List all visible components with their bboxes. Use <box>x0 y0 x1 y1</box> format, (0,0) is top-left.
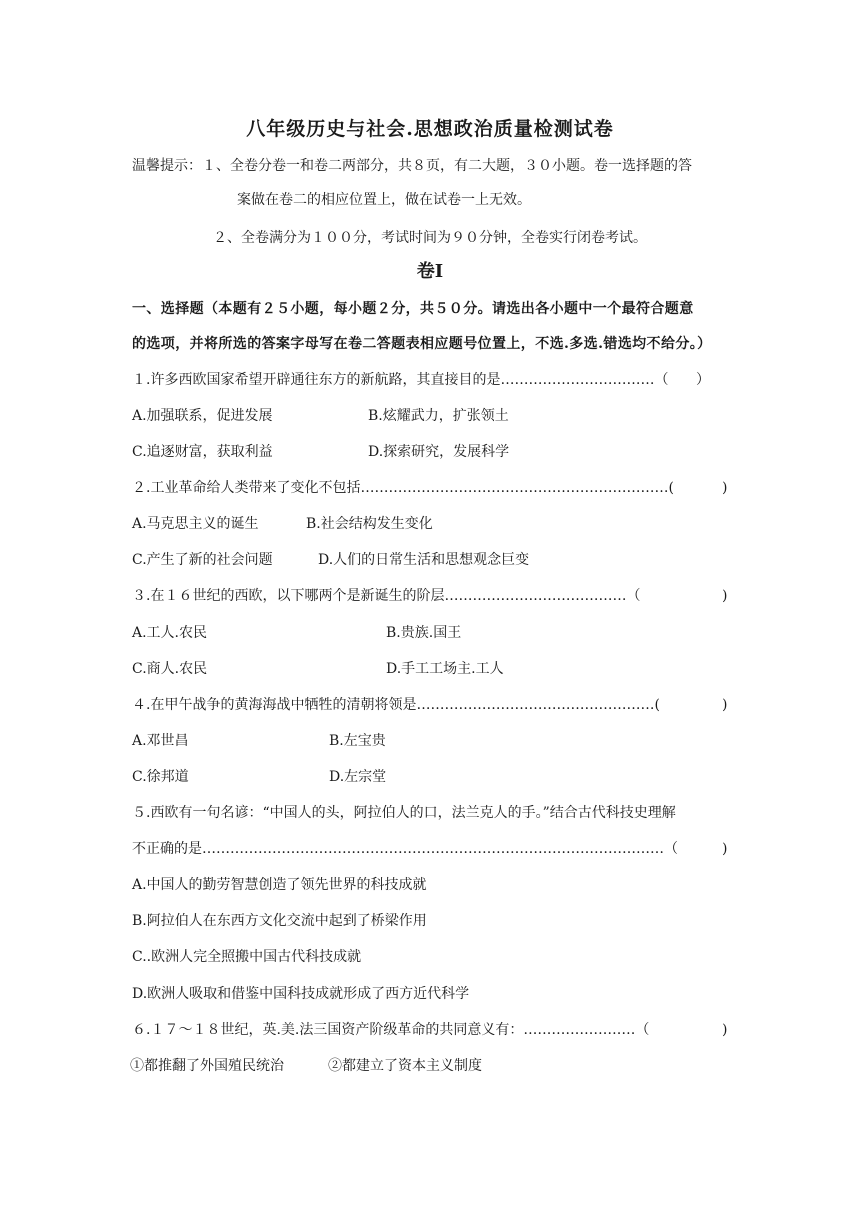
question-4-option-b: B.左宝贵 <box>329 733 386 749</box>
question-3-option-c: C.商人.农民 <box>132 661 208 677</box>
question-3-answer-paren: ) <box>722 588 728 604</box>
question-1-option-d: D.探索研究，发展科学 <box>368 444 510 460</box>
question-4-option-a: A.邓世昌 <box>132 733 189 749</box>
exam-title: 八年级历史与社会.思想政治质量检测试卷 <box>246 118 614 140</box>
question-6-stem: ６.１７～１８世纪，英.美.法三国资产阶级革命的共同意义有：……………………（ <box>132 1022 650 1038</box>
question-1-stem: １.许多西欧国家希望开辟通往东方的新航路，其直接目的是……………………………（ <box>132 372 669 388</box>
question-3-stem: ３.在１６世纪的西欧，以下哪两个是新诞生的阶层…………………………………（ <box>132 588 641 604</box>
question-5-stem-line-1: ５.西欧有一句名谚：“中国人的头，阿拉伯人的口，法兰克人的手。”结合古代科技史理解 <box>132 805 676 821</box>
question-1-option-a: A.加强联系，促进发展 <box>132 408 273 424</box>
question-4-answer-paren: ) <box>722 697 728 713</box>
question-3-option-b: B.贵族.国王 <box>386 625 462 641</box>
question-5-option-a: A.中国人的勤劳智慧创造了领先世界的科技成就 <box>132 877 427 893</box>
question-4-option-c: C.徐邦道 <box>132 769 189 785</box>
section-title: 卷Ⅰ <box>416 261 444 282</box>
question-5-option-d: D.欧洲人吸取和借鉴中国科技成就形成了西方近代科学 <box>132 986 470 1002</box>
question-6-option-1: ①都推翻了外国殖民统治 <box>130 1058 284 1074</box>
question-1-option-c: C.追逐财富，获取利益 <box>132 444 273 460</box>
question-1-option-b: B.炫耀武力，扩张领土 <box>368 408 509 424</box>
question-5-answer-paren: ) <box>722 841 728 857</box>
question-2-option-d: D.人们的日常生活和思想观念巨变 <box>318 552 530 568</box>
question-3-option-a: A.工人.农民 <box>132 625 208 641</box>
notice-line-2: 案做在卷二的相应位置上，做在试卷一上无效。 <box>237 192 531 208</box>
question-6-option-2: ②都建立了资本主义制度 <box>328 1058 482 1074</box>
question-2-option-c: C.产生了新的社会问题 <box>132 552 273 568</box>
question-5-stem-line-2: 不正确的是………………………………………………………………………………………（ <box>132 841 678 857</box>
question-3-option-d: D.手工工场主.工人 <box>386 661 504 677</box>
question-2-option-a: A.马克思主义的诞生 <box>132 516 259 532</box>
question-2-answer-paren: ) <box>722 480 728 496</box>
question-5-option-b: B.阿拉伯人在东西方文化交流中起到了桥梁作用 <box>132 913 427 929</box>
question-2-option-b: B.社会结构发生变化 <box>306 516 433 532</box>
notice-line-1: 温馨提示：１、全卷分卷一和卷二两部分，共８页，有二大题，３０小题。卷一选择题的答 <box>132 158 692 174</box>
question-5-option-c: C..欧洲人完全照搬中国古代科技成就 <box>132 949 362 965</box>
part-one-heading-line-2: 的选项，并将所选的答案字母写在卷二答题表相应题号位置上，不选.多选.错选均不给分。） <box>132 336 712 352</box>
question-4-option-d: D.左宗堂 <box>329 769 387 785</box>
question-6-answer-paren: ) <box>722 1022 728 1038</box>
question-4-stem: ４.在甲午战争的黄海海战中牺牲的清朝将领是……………………………………………( <box>132 697 660 713</box>
question-2-stem: ２.工业革命给人类带来了变化不包括…………………………………………………………( <box>132 480 674 496</box>
question-1-answer-paren: ） <box>696 372 710 388</box>
notice-line-3: ２、全卷满分为１００分，考试时间为９０分钟，全卷实行闭卷考试。 <box>213 230 647 246</box>
part-one-heading-line-1: 一、选择题（本题有２５小题，每小题２分，共５０分。请选出各小题中一个最符合题意 <box>132 301 694 317</box>
